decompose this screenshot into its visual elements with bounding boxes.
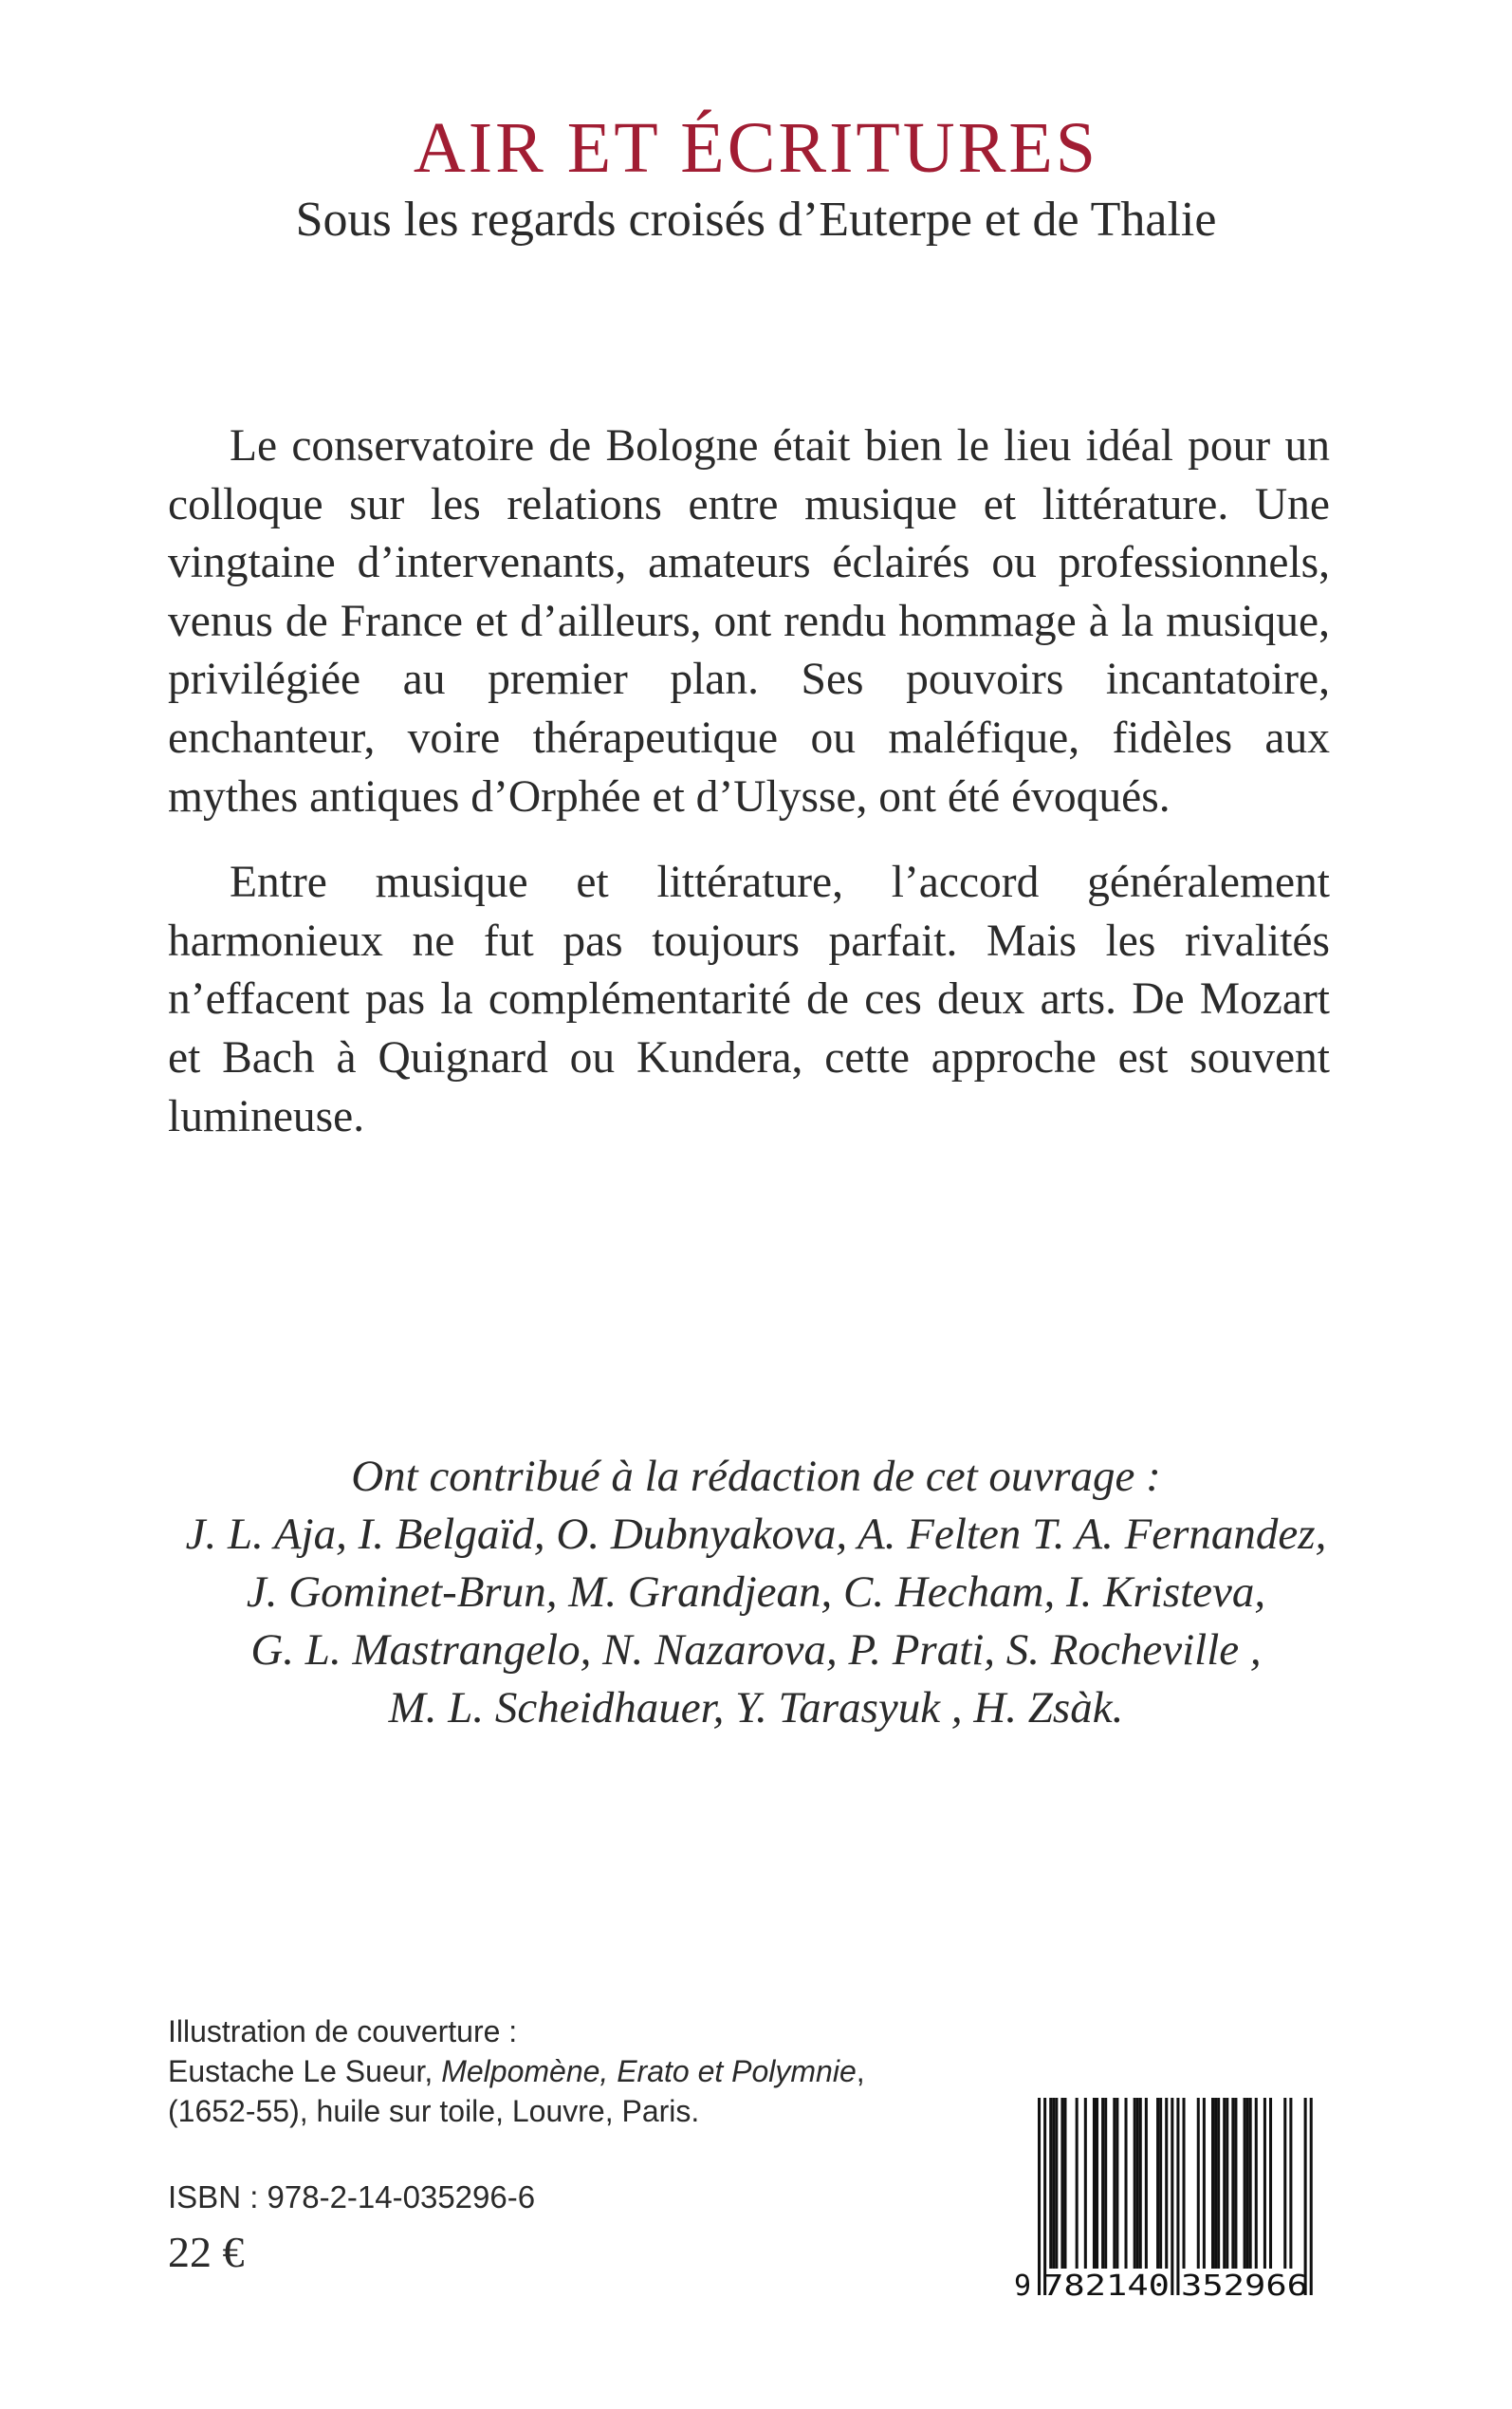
barcode-guard-bar	[1176, 2098, 1179, 2295]
barcode-bar	[1063, 2098, 1066, 2269]
barcode-bar	[1234, 2098, 1237, 2269]
barcode-guard-bar	[1310, 2098, 1313, 2295]
contributors-line: M. L. Scheidhauer, Y. Tarasyuk , H. Zsàk.	[388, 1683, 1124, 1733]
book-subtitle: Sous les regards croisés d’Euterpe et de Thalie	[295, 193, 1217, 247]
book-title: AIR ET ÉCRITURES	[413, 108, 1099, 188]
barcode-bar	[1159, 2098, 1162, 2269]
barcode-bar	[1113, 2098, 1116, 2269]
barcode-right-digits: 352966	[1181, 2270, 1308, 2301]
isbn: ISBN : 978-2-14-035296-6	[168, 2179, 536, 2214]
barcode-bar	[1203, 2098, 1206, 2269]
barcode-bar	[1125, 2098, 1128, 2269]
barcode-bar	[1214, 2098, 1217, 2269]
summary-paragraph-1: Le conservatoire de Bologne était bien le lieu idéal pour un colloque sur les relations entre musique et littérature. Une vingtaine d’intervenants, amateurs éclairés ou professionnels, venus de France et d’ailleurs, ont rendu hommage à la musique, privilégiée au premier plan. Ses pouvoirs incantatoire, enchanteur, voire thérapeutique ou maléfique, fidèles aux mythes antiques d’Orphée et d’Ulysse, ont été évoqués.	[168, 421, 1330, 822]
barcode-bar	[1156, 2098, 1159, 2269]
contributors-line: J. Gominet-Brun, M. Grandjean, C. Hecham, I. Kristeva,	[246, 1567, 1266, 1617]
barcode-bar	[1249, 2098, 1252, 2269]
barcode-bar	[1076, 2098, 1079, 2269]
barcode-bar	[1244, 2098, 1246, 2269]
cover-credit-artist: Eustache Le Sueur,	[168, 2054, 442, 2088]
barcode-guard-bar	[1043, 2098, 1046, 2295]
summary	[168, 417, 1330, 1174]
barcode-bar	[1183, 2098, 1186, 2269]
price: 22 €	[168, 2228, 245, 2276]
barcode-bar	[1101, 2098, 1104, 2269]
barcode-bar	[1289, 2098, 1292, 2269]
barcode-bar	[1165, 2098, 1168, 2269]
barcode-bar	[1197, 2098, 1200, 2269]
barcode-bar	[1226, 2098, 1228, 2269]
barcode-bar	[1049, 2098, 1052, 2269]
cover-credit-details: (1652-55), huile sur toile, Louvre, Paris.	[168, 2094, 700, 2128]
barcode-bar	[1263, 2098, 1266, 2269]
barcode-bar	[1060, 2098, 1063, 2269]
barcode-bar	[1231, 2098, 1234, 2269]
barcode-bar	[1145, 2098, 1148, 2269]
barcode-bar	[1052, 2098, 1055, 2269]
barcode-bar	[1116, 2098, 1118, 2269]
barcode-bar	[1134, 2098, 1136, 2269]
barcode-graphic	[1011, 2092, 1330, 2301]
barcode	[1011, 2092, 1330, 2301]
barcode-bar	[1093, 2098, 1096, 2269]
cover-credit	[168, 2011, 865, 2131]
barcode-first-digit: 9	[1014, 2270, 1032, 2301]
barcode-bar	[1217, 2098, 1220, 2269]
cover-credit-artwork-title: Melpomène, Erato et Polymnie	[441, 2054, 857, 2088]
barcode-guard-bar	[1038, 2098, 1041, 2295]
cover-credit-artwork-line	[168, 2051, 865, 2091]
contributors-line: G. L. Mastrangelo, N. Nazarova, P. Prati, S. Rocheville ,	[250, 1625, 1262, 1675]
barcode-bar	[1139, 2098, 1142, 2269]
barcode-bar	[1136, 2098, 1139, 2269]
barcode-bars	[1038, 2098, 1313, 2295]
barcode-bar	[1283, 2098, 1286, 2269]
barcode-bar	[1096, 2098, 1098, 2269]
barcode-bar	[1223, 2098, 1226, 2269]
barcode-guard-bar	[1171, 2098, 1173, 2295]
barcode-guard-bar	[1304, 2098, 1307, 2295]
contributors-line: J. L. Aja, I. Belgaïd, O. Dubnyakova, A. Felten T. A. Fernandez,	[185, 1510, 1327, 1559]
barcode-bar	[1246, 2098, 1249, 2269]
barcode-bar	[1255, 2098, 1258, 2269]
barcode-bar	[1269, 2098, 1272, 2269]
cover-credit-label: Illustration de couverture :	[168, 2014, 518, 2048]
summary-paragraph-2: Entre musique et littérature, l’accord généralement harmonieux ne fut pas toujours parfait. Mais les rivalités n’effacent pas la complémentarité de ces deux arts. De Mozart et Bach à Quignard ou Kundera, cette approche est souvent lumineuse.	[168, 858, 1330, 1141]
barcode-bar	[1211, 2098, 1214, 2269]
barcode-left-digits: 782140	[1042, 2270, 1170, 2301]
barcode-bar	[1084, 2098, 1087, 2269]
cover-credit-artwork-suffix: ,	[856, 2054, 865, 2088]
contributors-block	[0, 1448, 1512, 1737]
barcode-bar	[1055, 2098, 1058, 2269]
contributors-heading: Ont contribué à la rédaction de cet ouvrage :	[351, 1452, 1161, 1501]
barcode-bar	[1104, 2098, 1107, 2269]
